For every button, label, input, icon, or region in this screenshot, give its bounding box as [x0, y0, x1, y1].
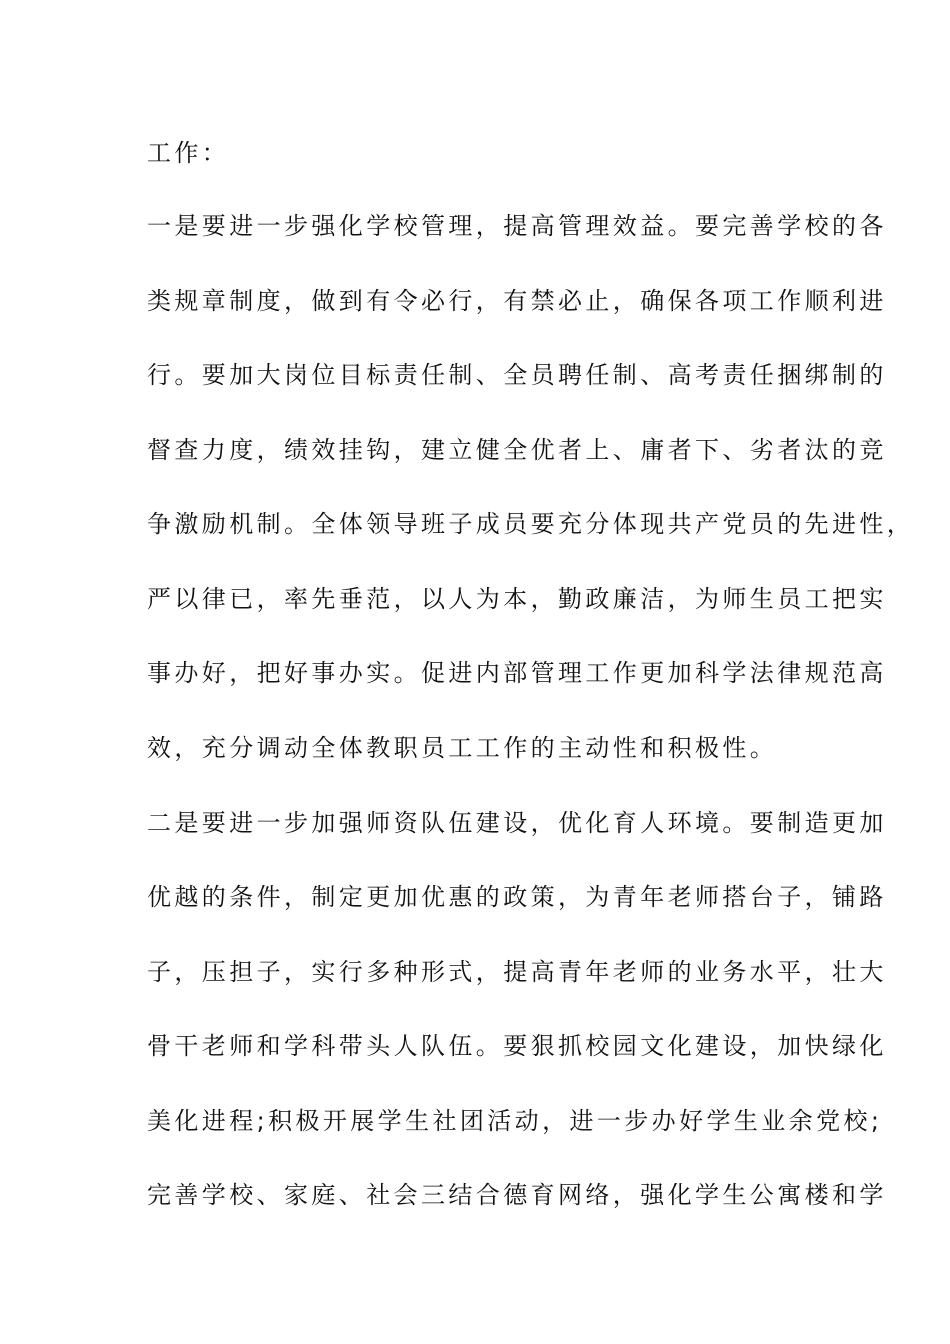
text-line: 骨干老师和学科带头人队伍。要狠抓校园文化建设，加快绿化 [147, 1032, 887, 1060]
text-line: 严以律已，率先垂范，以人为本，勤政廉洁，为师生员工把实 [147, 585, 887, 613]
text-line: 优越的条件，制定更加优惠的政策，为青年老师搭台子，铺路 [147, 883, 887, 911]
text-line: 类规章制度，做到有令必行，有禁必止，确保各项工作顺利进 [147, 287, 887, 315]
text-line: 争激励机制。全体领导班子成员要充分体现共产党员的先进性， [147, 510, 915, 538]
text-line: 子，压担子，实行多种形式，提高青年老师的业务水平，壮大 [147, 958, 887, 986]
text-line: 美化进程;积极开展学生社团活动，进一步办好学生业余党校; [147, 1107, 883, 1135]
text-line: 完善学校、家庭、社会三结合德育网络，强化学生公寓楼和学 [147, 1181, 887, 1209]
text-line: 事办好，把好事办实。促进内部管理工作更加科学法律规范高 [147, 659, 887, 687]
text-line: 行。要加大岗位目标责任制、全员聘任制、高考责任捆绑制的 [147, 361, 887, 389]
text-line: 工作： [147, 139, 230, 167]
text-line: 一是要进一步强化学校管理，提高管理效益。要完善学校的各 [147, 212, 887, 240]
text-line: 督查力度，绩效挂钩，建立健全优者上、庸者下、劣者汰的竞 [147, 436, 887, 464]
text-line: 二是要进一步加强师资队伍建设，优化育人环境。要制造更加 [147, 809, 887, 837]
text-line: 效，充分调动全体教职员工工作的主动性和积极性。 [147, 734, 778, 762]
